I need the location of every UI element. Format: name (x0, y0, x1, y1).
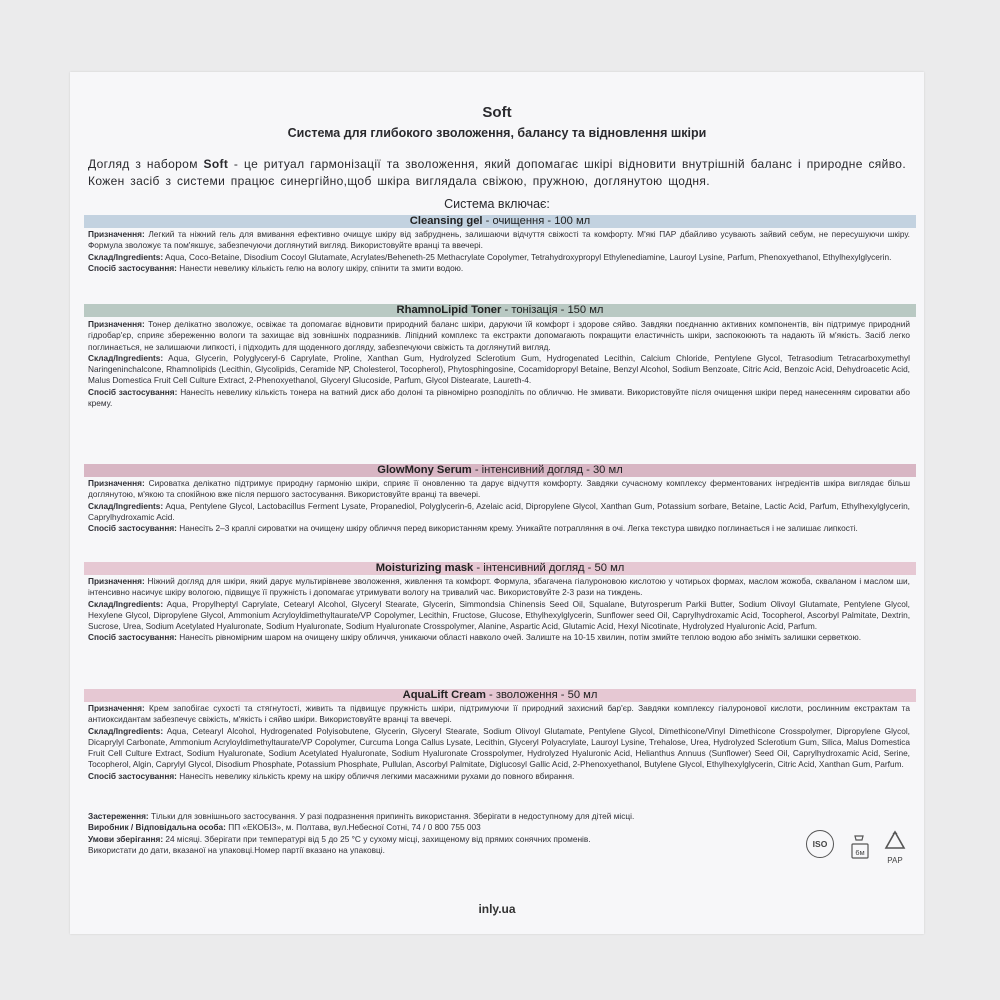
product-subtitle: - зволоження - 50 мл (485, 689, 598, 701)
warning-text: Тільки для зовнішнього застосування. У разі подразнення припиніть використання. Зберігати в недоступному для дітей місці. (148, 811, 635, 821)
period-after-opening-icon (850, 834, 870, 860)
product-details-cleansing-gel (88, 229, 910, 274)
purpose-text: Легкий та ніжний гель для вмивання ефективно очищує шкіру від забруднень, залишаючи відчуття свіжості та комфорту. М'які ПАР дбайливо усувають зайвий себум, не пересушуючи шкіру. Формула зволожує та пом'якшує, забезпечуючи доглянутий вигляд. Використовуйте вранці та ввечері. (88, 229, 910, 251)
website-link: inly.ua (478, 902, 516, 916)
product-band-moisturizing-mask (84, 562, 916, 575)
usage-label: Спосіб застосування: (88, 523, 177, 534)
usage-label: Спосіб застосування: (88, 386, 178, 397)
usage-label: Спосіб застосування: (88, 770, 177, 781)
purpose-label: Призначення: (88, 703, 145, 713)
intro-rest: - це ритуал гармонізації та зволоження, який допомагає шкірі відновити внутрішній баланс і природне сяйво. Кожен засіб з системи працює синергійно,щоб шкіра виглядала свіжою, пружною, доглянутою щодня. (88, 157, 907, 188)
purpose-label: Призначення: (88, 319, 145, 329)
ingredients-text: Aqua, Glycerin, Polyglyceryl-6 Caprylate, Proline, Xanthan Gum, Hydrolyzed Sclerotium Gum, Hydrogenated Lecithin, Calcium Chloride, Pentylene Glycol, Tetrasodium Tetracarboxymethyl Naringeninchalcone, Rhamnolipids (Lecithin, Glycolipids, Ceramide NP, Cholesterol, Tocopherol), Phytosphingosine, Cocamidopropyl Betaine, Benzyl Alcohol, Sodium Benzoate, Citric Acid, Benzoic Acid, Dehydroacetic Acid, Malus Domestica Fruit Cell Culture Extract, 2-Phenoxyethanol, Glyceryl Glucoside, Parfum, Glycol Distearate, Laureth-4. (88, 352, 910, 386)
product-name: Cleansing gel (409, 215, 483, 227)
product-band-aqualift-cream (84, 689, 916, 702)
product-band-rhamnolipid-toner (84, 304, 916, 317)
intro-lead: Догляд з набором (88, 157, 204, 171)
usage-text: Нанести невелику кількість гелю на вологу шкіру, спінити та змити водою. (179, 262, 464, 273)
iso-certification-icon: ISO (806, 830, 834, 858)
product-subtitle: - очищення - 100 мл (482, 215, 591, 227)
purpose-text: Тонер делікатно зволожує, освіжає та допомагає відновити природний баланс шкіри, даруючи їй комфорт і здорове сяйво. Завдяки поєднанню активних компонентів, він підтримує природний гідробар'єр, сприяє збереженню вологи та захищає від зовнішніх подразників. Ліпідний комплекс та екстракти допомагають покращити еластичність шкіри, заспокоюють та надають їй м'якість. Засіб легко поглинається, не залишаючи липкості, і підходить для щоденного догляду, забезпечуючи свіжість та доглянутий вигляд. (88, 319, 910, 352)
storage-label: Умови зберігання: (88, 833, 164, 844)
product-set-subtitle: Система для глибокого зволоження, балансу та відновлення шкіри (287, 126, 707, 140)
label-sheet (70, 72, 924, 934)
ingredients-label: Склад/Ingredients: (88, 598, 164, 609)
pap-label: PAP (887, 856, 903, 865)
ingredients-label: Склад/Ingredients: (88, 352, 164, 363)
purpose-text: Ніжний догляд для шкіри, який дарує мультирівневе зволоження, живлення та комфорт. Формула, збагачена гіалуроновою кислотою у чотирьох формах, маслом жожоба, скваланом і маслом ши, інтенсивно насичує шкіру вологою, підвищує її пружність і допомагає утримувати вологу на тривалий час. Використовуйте 2-3 рази на тиждень. (88, 576, 910, 598)
ingredients-text: Aqua, Cetearyl Alcohol, Hydrogenated Polyisobutene, Glycerin, Glyceryl Stearate, Sodium Olivoyl Glutamate, Pentylene Glycol, Dimethicone/Vinyl Dimethicone Crosspolymer, Dipropylene Glycol, Dicaprylyl Carbonate, Ammonium Acryloyldimethyltaurate/VP Copolymer, Curcuma Longa Callus Lysate, Lecithin, Glyceryl Polyacrylate, Lauroyl Lysine, Trehalose, Urea, Hydrolyzed Sclerotium Gum, Silica, Malus Domestica Fruit Cell Culture Extract, Sodium Hyaluronate, Sodium Acetylated Hyaluronate, Sodium Hyaluronate Crosspolymer, Hydrolyzed Hyaluronic Acid, Helianthus Annuus (Sunflower) Seed Oil, Caprylhydroxamic Acid, Serine, Tocopherol, Algin, Caprylyl Glycol, Disodium Phosphate, Potassium Phosphate, Pullulan, Ascorbyl Palmitate, Diglucosyl Gallic Acid, 2-Phenoxyethanol, Butylene Glycol, Ethylhexylglycerin, Citric Acid, Xanthan Gum, Parfum. (88, 725, 910, 770)
ingredients-text: Aqua, Propylheptyl Caprylate, Cetearyl Alcohol, Glyceryl Stearate, Glycerin, Simmondsia Chinensis Seed Oil, Squalane, Butyrosperum Parkii Butter, Sodium Olivoyl Glutamate, Pentylene Glycol, Hexylene Glycol, Dipropylene Glycol, Ammonium Acryloyldimethyltaurate/VP Copolymer, Lecithin, Fructose, Glucose, Ethylhexylglycerin, Sunflower seed Oil, Caprylhydroxamic Acid, Tocopherol, Ascorbyl Palmitate, Dextrin, Sucrose, Urea, Sodium Acetylated Hyaluronate, Sodium Hyaluronate, Sodium Hyaluronate Crosspolymer, Alanine, Aspartic Acid, Glutamic Acid, Hexyl Nicotinate, Hydrolyzed Hyaluronic Acid, Parfum. (88, 598, 910, 632)
usage-text: Нанесіть 2–3 краплі сироватки на очищену шкіру обличчя перед використанням крему. Уникайте потрапляння в очі. Легка текстура швидко поглинається і не залишає липкості. (179, 523, 858, 534)
certification-icons (790, 830, 920, 870)
product-details-rhamnolipid-toner (88, 319, 910, 409)
usage-label: Спосіб застосування: (88, 632, 177, 643)
product-details-glowmony-serum (88, 478, 910, 534)
product-subtitle: - тонізація - 150 мл (501, 304, 604, 316)
product-subtitle: - інтенсивний догляд - 30 мл (471, 464, 623, 476)
ingredients-text: Aqua, Pentylene Glycol, Lactobacillus Ferment Lysate, Propanediol, Polyglycerin-6, Azelaic acid, Dipropylene Glycol, Xanthan Gum, Potassium sorbare, Betaine, Lactic Acid, Parfum, Ethylhexylglycerin, Caprylhydroxamic Acid. (88, 500, 910, 522)
product-band-glowmony-serum (84, 464, 916, 477)
product-subtitle: - інтенсивний догляд - 50 мл (473, 562, 625, 574)
product-details-moisturizing-mask (88, 576, 910, 644)
system-heading: Система включає: (444, 197, 550, 211)
usage-text: Нанесіть рівномірним шаром на очищену шкіру обличчя, уникаючи області навколо очей. Залиште на 10-15 хвилин, потім змийте теплою водою або зніміть залишки серветкою. (179, 632, 862, 643)
purpose-label: Призначення: (88, 478, 145, 488)
product-set-title: Soft (482, 104, 512, 121)
ingredients-text: Aqua, Coco-Betaine, Disodium Cocoyl Glutamate, Acrylates/Beheneth-25 Methacrylate Copolymer, Tetrahydroxypropyl Ethylenediamine, Lauroyl Lysine, Parfum, Phenoxyethanol, Ethylhexylglycerin. (165, 251, 892, 262)
ingredients-label: Склад/Ingredients: (88, 500, 164, 511)
product-name: AquaLift Cream (402, 689, 486, 701)
purpose-label: Призначення: (88, 576, 145, 586)
intro-paragraph (88, 156, 906, 190)
pap-recycling-icon (882, 830, 908, 868)
ingredients-label: Склад/Ingredients: (88, 251, 164, 262)
warning-label: Застереження: (88, 811, 149, 821)
intro-brand: Soft (203, 157, 229, 171)
purpose-label: Призначення: (88, 229, 145, 239)
product-band-cleansing-gel (84, 215, 916, 228)
footer-info (88, 811, 848, 856)
maker-text: ПП «ЕКОБІЗ», м. Полтава, вул.Небесної Сотні, 74 / 0 800 755 003 (225, 822, 481, 833)
purpose-text: Сироватка делікатно підтримує природну гармонію шкіри, сприяє її оновленню та дарує відчуття комфорту. Завдяки сучасному комплексу ферментованих інгредієнтів шкіра виглядає більш доглянутою, м'якою та спокійною вже після першого застосування. Використовуйте вранці та ввечері. (88, 478, 910, 500)
usage-label: Спосіб застосування: (88, 262, 177, 273)
storage-text: 24 місяці. Зберігати при температурі від 5 до 25 °С у сухому місці, захищеному від прямих сонячних променів. (163, 833, 591, 844)
usage-text: Нанесіть невелику кількість тонера на ватний диск або долоні та рівномірно розподіліть по обличчю. Не змивати. Використовуйте після очищення шкіри перед нанесенням сироватки або крему. (88, 386, 910, 409)
use-by-text: Використати до дати, вказаної на упаковці.Номер партії вказано на упаковці. (88, 844, 385, 855)
product-name: RhamnoLipid Toner (396, 304, 502, 316)
purpose-text: Крем запобігає сухості та стягнутості, живить та підвищує пружність шкіри, підтримуючи її природний захисний бар'єр. Завдяки комплексу гіалуронової кислоти, рослинним екстрактам та антиоксидантам забезпечує свіжість, м'якість і сяйво шкіри. Використовуйте вранці та ввечері. (88, 703, 910, 725)
ingredients-label: Склад/Ingredients: (88, 725, 164, 736)
usage-text: Нанесіть невелику кількість крему на шкіру обличчя легкими масажними рухами до повного вбирання. (179, 770, 575, 781)
maker-label: Виробник / Відповідальна особа: (88, 822, 226, 833)
product-name: GlowMony Serum (377, 464, 472, 476)
period-after-opening-text: 6м (855, 848, 865, 857)
product-details-aqualift-cream (88, 703, 910, 782)
product-name: Moisturizing mask (375, 562, 474, 574)
